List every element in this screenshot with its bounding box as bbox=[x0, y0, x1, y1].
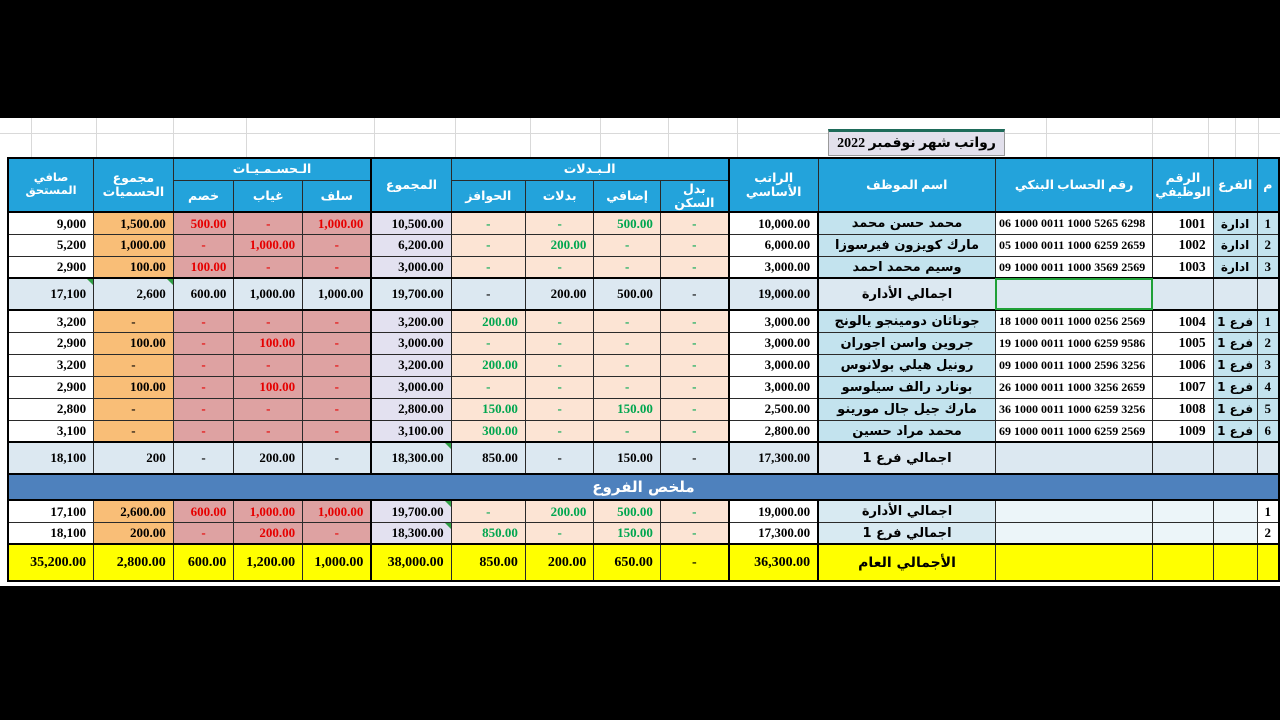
cell[interactable]: اجمالي الأدارة bbox=[818, 278, 995, 310]
gridline bbox=[173, 118, 174, 157]
col-header-basic-salary[interactable]: الراتب الأساسي bbox=[729, 158, 818, 212]
cell[interactable]: 3,000.00 bbox=[371, 332, 451, 354]
cell[interactable]: محمد مراد حسين bbox=[818, 420, 995, 442]
cell[interactable]: - bbox=[660, 256, 728, 278]
cell[interactable]: 09 1000 0011 1000 2596 3256 bbox=[995, 354, 1152, 376]
cell[interactable]: 100.00 bbox=[173, 256, 234, 278]
table-row bbox=[8, 544, 1279, 581]
cell[interactable]: - bbox=[525, 354, 593, 376]
gridline bbox=[246, 118, 247, 157]
col-group-allowances[interactable]: الـبـدلات bbox=[451, 158, 729, 180]
cell[interactable]: - bbox=[594, 354, 661, 376]
cell[interactable]: فرع 1 bbox=[1213, 420, 1257, 442]
table-row bbox=[8, 522, 1279, 544]
cell[interactable]: - bbox=[660, 234, 728, 256]
cell[interactable]: 05 1000 0011 1000 6259 2659 bbox=[995, 234, 1152, 256]
cell[interactable]: 3,000.00 bbox=[371, 376, 451, 398]
cell[interactable]: 3,000.00 bbox=[729, 354, 818, 376]
cell[interactable]: - bbox=[234, 354, 303, 376]
cell[interactable]: 2 bbox=[1257, 234, 1279, 256]
cell[interactable]: - bbox=[173, 234, 234, 256]
cell[interactable] bbox=[995, 278, 1152, 310]
col-header-incentives[interactable]: الحوافز bbox=[451, 180, 525, 212]
table-row bbox=[8, 278, 1279, 310]
cell[interactable]: - bbox=[451, 278, 525, 310]
cell[interactable]: 17,300.00 bbox=[729, 442, 818, 474]
cell[interactable]: - bbox=[594, 420, 661, 442]
cell[interactable]: فرع 1 bbox=[1213, 398, 1257, 420]
col-header-advance[interactable]: سلف bbox=[303, 180, 372, 212]
cell[interactable]: وسيم محمد احمد bbox=[818, 256, 995, 278]
cell[interactable]: 1001 bbox=[1153, 212, 1213, 234]
table-body bbox=[8, 212, 1279, 581]
cell[interactable]: - bbox=[525, 522, 593, 544]
cell[interactable]: جوناثان دومينجو يالونج bbox=[818, 310, 995, 332]
cell[interactable]: ادارة bbox=[1213, 256, 1257, 278]
cell[interactable]: - bbox=[234, 420, 303, 442]
cell[interactable]: - bbox=[234, 310, 303, 332]
cell[interactable]: 6 bbox=[1257, 420, 1279, 442]
cell[interactable]: بونارد رالف سيلوسو bbox=[818, 376, 995, 398]
cell[interactable]: - bbox=[660, 310, 728, 332]
cell[interactable]: - bbox=[234, 256, 303, 278]
gridline bbox=[1208, 118, 1209, 157]
col-header-net-due[interactable]: صافي المستحق bbox=[8, 158, 94, 212]
cell[interactable]: - bbox=[173, 376, 234, 398]
cell[interactable]: 850.00 bbox=[451, 442, 525, 474]
cell[interactable]: - bbox=[660, 398, 728, 420]
cell[interactable]: - bbox=[660, 376, 728, 398]
cell[interactable]: 17,100 bbox=[8, 500, 94, 522]
cell[interactable]: 1,500.00 bbox=[94, 212, 174, 234]
cell[interactable]: 300.00 bbox=[451, 420, 525, 442]
cell[interactable]: الأجمالي العام bbox=[818, 544, 995, 581]
cell[interactable]: - bbox=[173, 442, 234, 474]
cell[interactable]: 4 bbox=[1257, 376, 1279, 398]
cell[interactable]: 850.00 bbox=[451, 544, 525, 581]
cell[interactable]: 1009 bbox=[1153, 420, 1213, 442]
cell[interactable]: 1,000.00 bbox=[303, 212, 372, 234]
cell[interactable]: 17,300.00 bbox=[729, 522, 818, 544]
cell[interactable]: فرع 1 bbox=[1213, 354, 1257, 376]
cell[interactable]: - bbox=[660, 332, 728, 354]
cell[interactable]: 1,000.00 bbox=[234, 234, 303, 256]
cell[interactable]: 1,000.00 bbox=[94, 234, 174, 256]
table-row bbox=[8, 474, 1279, 500]
cell[interactable]: 06 1000 0011 1000 5265 6298 bbox=[995, 212, 1152, 234]
cell[interactable]: - bbox=[303, 398, 372, 420]
cell[interactable]: 5 bbox=[1257, 398, 1279, 420]
cell[interactable]: 3,100.00 bbox=[371, 420, 451, 442]
cell[interactable]: - bbox=[173, 398, 234, 420]
cell[interactable]: 500.00 bbox=[594, 212, 661, 234]
cell[interactable]: - bbox=[173, 332, 234, 354]
cell[interactable]: 200.00 bbox=[525, 234, 593, 256]
cell[interactable]: 3,000.00 bbox=[729, 376, 818, 398]
cell[interactable]: 600.00 bbox=[173, 278, 234, 310]
cell[interactable] bbox=[1213, 544, 1257, 581]
cell[interactable]: 3,200.00 bbox=[371, 310, 451, 332]
gridline bbox=[31, 118, 32, 157]
cell[interactable]: - bbox=[594, 234, 661, 256]
salary-table bbox=[7, 157, 1280, 582]
cell[interactable] bbox=[1153, 544, 1213, 581]
cell[interactable]: محمد حسن محمد bbox=[818, 212, 995, 234]
cell[interactable]: - bbox=[660, 212, 728, 234]
cell[interactable]: - bbox=[660, 442, 728, 474]
cell[interactable] bbox=[1257, 544, 1279, 581]
cell[interactable]: 2,800.00 bbox=[94, 544, 174, 581]
cell[interactable]: 2,900 bbox=[8, 256, 94, 278]
cell[interactable]: - bbox=[451, 234, 525, 256]
cell[interactable]: 19 1000 0011 1000 6259 9586 bbox=[995, 332, 1152, 354]
cell[interactable]: 1002 bbox=[1153, 234, 1213, 256]
cell[interactable]: - bbox=[594, 376, 661, 398]
cell[interactable]: 100.00 bbox=[94, 332, 174, 354]
cell[interactable]: 18,100 bbox=[8, 442, 94, 474]
cell[interactable]: 3,200.00 bbox=[371, 354, 451, 376]
cell[interactable]: 19,700.00 bbox=[371, 278, 451, 310]
cell[interactable]: - bbox=[660, 278, 728, 310]
cell[interactable] bbox=[1153, 442, 1213, 474]
cell[interactable]: - bbox=[660, 354, 728, 376]
cell[interactable]: 36 1000 0011 1000 6259 3256 bbox=[995, 398, 1152, 420]
cell[interactable]: - bbox=[94, 310, 174, 332]
cell[interactable]: 3,200 bbox=[8, 354, 94, 376]
cell[interactable]: 1 bbox=[1257, 212, 1279, 234]
gridline bbox=[530, 118, 531, 157]
gridline bbox=[600, 118, 601, 157]
table-row bbox=[8, 212, 1279, 234]
cell[interactable]: - bbox=[303, 332, 372, 354]
cell[interactable]: 17,100 bbox=[8, 278, 94, 310]
cell[interactable]: 3,200 bbox=[8, 310, 94, 332]
cell[interactable]: 2,500.00 bbox=[729, 398, 818, 420]
cell[interactable] bbox=[1153, 522, 1213, 544]
cell[interactable]: 200.00 bbox=[525, 500, 593, 522]
cell[interactable]: 200.00 bbox=[234, 442, 303, 474]
cell[interactable] bbox=[995, 544, 1152, 581]
cell[interactable]: 9,000 bbox=[8, 212, 94, 234]
cell[interactable]: 150.00 bbox=[594, 398, 661, 420]
table-row bbox=[8, 234, 1279, 256]
col-header-total[interactable]: المجموع bbox=[371, 158, 451, 212]
cell[interactable]: - bbox=[525, 332, 593, 354]
cell[interactable]: فرع 1 bbox=[1213, 376, 1257, 398]
gridline bbox=[96, 118, 97, 157]
cell[interactable]: 18,300.00 bbox=[371, 442, 451, 474]
cell[interactable] bbox=[1213, 278, 1257, 310]
cell[interactable]: 500.00 bbox=[173, 212, 234, 234]
col-header-discount[interactable]: خصم bbox=[173, 180, 234, 212]
col-group-deductions[interactable]: الـحسـمـيـات bbox=[173, 158, 371, 180]
cell[interactable]: ادارة bbox=[1213, 212, 1257, 234]
cell[interactable]: 150.00 bbox=[594, 442, 661, 474]
cell[interactable]: 1004 bbox=[1153, 310, 1213, 332]
cell[interactable]: 09 1000 0011 1000 3569 2569 bbox=[995, 256, 1152, 278]
table-row bbox=[8, 442, 1279, 474]
col-header-deductions-total[interactable]: مجموع الحسميات bbox=[94, 158, 174, 212]
cell[interactable]: 100.00 bbox=[234, 332, 303, 354]
cell[interactable]: 36,300.00 bbox=[729, 544, 818, 581]
cell[interactable]: 1003 bbox=[1153, 256, 1213, 278]
cell[interactable]: - bbox=[525, 398, 593, 420]
cell[interactable]: 3,000.00 bbox=[729, 310, 818, 332]
cell[interactable] bbox=[1213, 442, 1257, 474]
cell[interactable]: 10,000.00 bbox=[729, 212, 818, 234]
cell[interactable]: - bbox=[451, 376, 525, 398]
cell[interactable]: - bbox=[525, 212, 593, 234]
gridline bbox=[737, 118, 738, 157]
cell[interactable]: 10,500.00 bbox=[371, 212, 451, 234]
cell[interactable]: - bbox=[451, 212, 525, 234]
cell[interactable]: 3 bbox=[1257, 354, 1279, 376]
cell[interactable]: 200.00 bbox=[525, 278, 593, 310]
cell[interactable]: - bbox=[234, 398, 303, 420]
cell[interactable]: اجمالي فرع 1 bbox=[818, 442, 995, 474]
gridline bbox=[1046, 118, 1047, 157]
sheet-title-cell[interactable]: رواتب شهر نوفمبر 2022 bbox=[828, 129, 1005, 156]
cell[interactable]: اجمالي فرع 1 bbox=[818, 522, 995, 544]
cell[interactable]: - bbox=[525, 442, 593, 474]
cell[interactable]: 500.00 bbox=[594, 278, 661, 310]
cell[interactable]: - bbox=[525, 420, 593, 442]
cell[interactable]: 1,200.00 bbox=[234, 544, 303, 581]
cell[interactable]: 38,000.00 bbox=[371, 544, 451, 581]
table-row bbox=[8, 398, 1279, 420]
cell[interactable]: 200.00 bbox=[94, 522, 174, 544]
cell[interactable]: 2,800 bbox=[8, 398, 94, 420]
table-row bbox=[8, 500, 1279, 522]
cell[interactable]: 200.00 bbox=[525, 544, 593, 581]
cell[interactable]: 1,000.00 bbox=[303, 278, 372, 310]
cell[interactable]: 18,100 bbox=[8, 522, 94, 544]
cell[interactable]: - bbox=[660, 544, 728, 581]
cell[interactable]: 2 bbox=[1257, 332, 1279, 354]
cell[interactable] bbox=[995, 442, 1152, 474]
cell[interactable]: 19,000.00 bbox=[729, 278, 818, 310]
cell[interactable]: - bbox=[594, 310, 661, 332]
cell[interactable]: 3,000.00 bbox=[729, 332, 818, 354]
cell[interactable]: 1008 bbox=[1153, 398, 1213, 420]
cell[interactable]: - bbox=[525, 376, 593, 398]
gridline bbox=[1235, 118, 1236, 157]
header-row-1 bbox=[8, 158, 1279, 180]
gridline bbox=[1258, 118, 1259, 157]
cell[interactable]: 3,000.00 bbox=[729, 256, 818, 278]
gridline bbox=[1152, 118, 1153, 157]
cell[interactable]: 18 1000 0011 1000 0256 2569 bbox=[995, 310, 1152, 332]
col-header-allowances[interactable]: بدلات bbox=[525, 180, 593, 212]
cell[interactable]: 150.00 bbox=[594, 522, 661, 544]
cell[interactable]: 2,800.00 bbox=[729, 420, 818, 442]
cell[interactable]: 18,300.00 bbox=[371, 522, 451, 544]
cell[interactable]: 650.00 bbox=[594, 544, 661, 581]
cell[interactable]: - bbox=[94, 354, 174, 376]
cell[interactable]: 1 bbox=[1257, 500, 1279, 522]
cell[interactable]: 2,600 bbox=[94, 278, 174, 310]
cell[interactable] bbox=[1257, 278, 1279, 310]
cell[interactable]: مارك جيل جال مورينو bbox=[818, 398, 995, 420]
cell[interactable]: 3,100 bbox=[8, 420, 94, 442]
col-header-housing-allowance[interactable]: بدل السكن bbox=[660, 180, 728, 212]
cell[interactable]: 600.00 bbox=[173, 544, 234, 581]
cell[interactable]: - bbox=[303, 420, 372, 442]
cell[interactable]: - bbox=[525, 256, 593, 278]
cell[interactable]: 200.00 bbox=[451, 354, 525, 376]
cell[interactable]: - bbox=[303, 310, 372, 332]
cell[interactable]: 200 bbox=[94, 442, 174, 474]
cell[interactable]: 100.00 bbox=[94, 376, 174, 398]
branches-summary-banner[interactable]: ملخص الفروع bbox=[8, 474, 1279, 500]
cell[interactable]: - bbox=[594, 256, 661, 278]
col-header-bank-account[interactable]: رقم الحساب البنكي bbox=[995, 158, 1152, 212]
cell[interactable]: 2,600.00 bbox=[94, 500, 174, 522]
cell[interactable]: رونيل هيلي بولانوس bbox=[818, 354, 995, 376]
cell[interactable]: 35,200.00 bbox=[8, 544, 94, 581]
cell[interactable] bbox=[995, 522, 1152, 544]
cell[interactable]: 1,000.00 bbox=[303, 500, 372, 522]
cell[interactable]: 1,000.00 bbox=[234, 278, 303, 310]
cell[interactable]: 1005 bbox=[1153, 332, 1213, 354]
cell[interactable]: 2,900 bbox=[8, 376, 94, 398]
cell[interactable]: 26 1000 0011 1000 3256 2659 bbox=[995, 376, 1152, 398]
col-header-employee-name[interactable]: اسم الموظف bbox=[818, 158, 995, 212]
cell[interactable]: - bbox=[451, 256, 525, 278]
col-header-seq[interactable]: م bbox=[1257, 158, 1279, 212]
cell[interactable]: - bbox=[173, 354, 234, 376]
cell[interactable]: 19,000.00 bbox=[729, 500, 818, 522]
gridline bbox=[374, 118, 375, 157]
cell[interactable]: - bbox=[94, 420, 174, 442]
gridline bbox=[668, 118, 669, 157]
gridline bbox=[0, 133, 1280, 134]
cell[interactable]: 2 bbox=[1257, 522, 1279, 544]
table-row bbox=[8, 332, 1279, 354]
cell[interactable] bbox=[995, 500, 1152, 522]
cell[interactable]: 1007 bbox=[1153, 376, 1213, 398]
cell[interactable]: 150.00 bbox=[451, 398, 525, 420]
cell[interactable]: 5,200 bbox=[8, 234, 94, 256]
cell[interactable]: - bbox=[173, 522, 234, 544]
cell[interactable]: 19,700.00 bbox=[371, 500, 451, 522]
cell[interactable]: - bbox=[234, 212, 303, 234]
cell[interactable]: اجمالي الأدارة bbox=[818, 500, 995, 522]
col-header-branch[interactable]: الفرع bbox=[1213, 158, 1257, 212]
cell[interactable]: 200.00 bbox=[451, 310, 525, 332]
cell[interactable]: - bbox=[303, 354, 372, 376]
cell[interactable]: 3 bbox=[1257, 256, 1279, 278]
cell[interactable]: - bbox=[594, 332, 661, 354]
cell[interactable]: - bbox=[94, 398, 174, 420]
gridline bbox=[455, 118, 456, 157]
cell[interactable]: - bbox=[303, 522, 372, 544]
cell[interactable]: فرع 1 bbox=[1213, 332, 1257, 354]
cell[interactable]: 600.00 bbox=[173, 500, 234, 522]
cell[interactable]: 2,900 bbox=[8, 332, 94, 354]
cell[interactable]: 1,000.00 bbox=[234, 500, 303, 522]
sheet bbox=[0, 118, 1280, 586]
cell[interactable]: - bbox=[660, 522, 728, 544]
cell[interactable]: ادارة bbox=[1213, 234, 1257, 256]
cell[interactable]: 1 bbox=[1257, 310, 1279, 332]
cell[interactable]: - bbox=[660, 500, 728, 522]
cell[interactable]: مارك كويزون فيرسوزا bbox=[818, 234, 995, 256]
cell[interactable]: 100.00 bbox=[234, 376, 303, 398]
cell[interactable] bbox=[1213, 500, 1257, 522]
cell[interactable]: 6,000.00 bbox=[729, 234, 818, 256]
table-row bbox=[8, 376, 1279, 398]
cell[interactable] bbox=[1153, 500, 1213, 522]
cell[interactable]: - bbox=[303, 376, 372, 398]
table-row bbox=[8, 310, 1279, 332]
cell[interactable]: - bbox=[173, 310, 234, 332]
col-header-overtime[interactable]: إضافي bbox=[594, 180, 661, 212]
cell[interactable]: 500.00 bbox=[594, 500, 661, 522]
cell[interactable]: جروين واسن اجوران bbox=[818, 332, 995, 354]
table-row bbox=[8, 256, 1279, 278]
cell[interactable] bbox=[1213, 522, 1257, 544]
cell[interactable]: - bbox=[303, 256, 372, 278]
cell[interactable]: - bbox=[451, 500, 525, 522]
col-header-absence[interactable]: غياب bbox=[234, 180, 303, 212]
cell[interactable]: - bbox=[525, 310, 593, 332]
cell[interactable]: 100.00 bbox=[94, 256, 174, 278]
cell[interactable] bbox=[1257, 442, 1279, 474]
table-row bbox=[8, 420, 1279, 442]
cell[interactable]: 6,200.00 bbox=[371, 234, 451, 256]
cell[interactable]: - bbox=[303, 234, 372, 256]
col-header-job-no[interactable]: الرقم الوظيفي bbox=[1153, 158, 1213, 212]
cell[interactable]: 1006 bbox=[1153, 354, 1213, 376]
cell[interactable]: - bbox=[451, 332, 525, 354]
cell[interactable]: 1,000.00 bbox=[303, 544, 372, 581]
cell[interactable]: 2,800.00 bbox=[371, 398, 451, 420]
cell[interactable]: فرع 1 bbox=[1213, 310, 1257, 332]
table-row bbox=[8, 354, 1279, 376]
cell[interactable]: - bbox=[173, 420, 234, 442]
cell[interactable]: 850.00 bbox=[451, 522, 525, 544]
cell[interactable] bbox=[1153, 278, 1213, 310]
cell[interactable]: - bbox=[660, 420, 728, 442]
cell[interactable]: - bbox=[303, 442, 372, 474]
cell[interactable]: 200.00 bbox=[234, 522, 303, 544]
cell[interactable]: 69 1000 0011 1000 6259 2569 bbox=[995, 420, 1152, 442]
table-header bbox=[8, 158, 1279, 212]
cell[interactable]: 3,000.00 bbox=[371, 256, 451, 278]
